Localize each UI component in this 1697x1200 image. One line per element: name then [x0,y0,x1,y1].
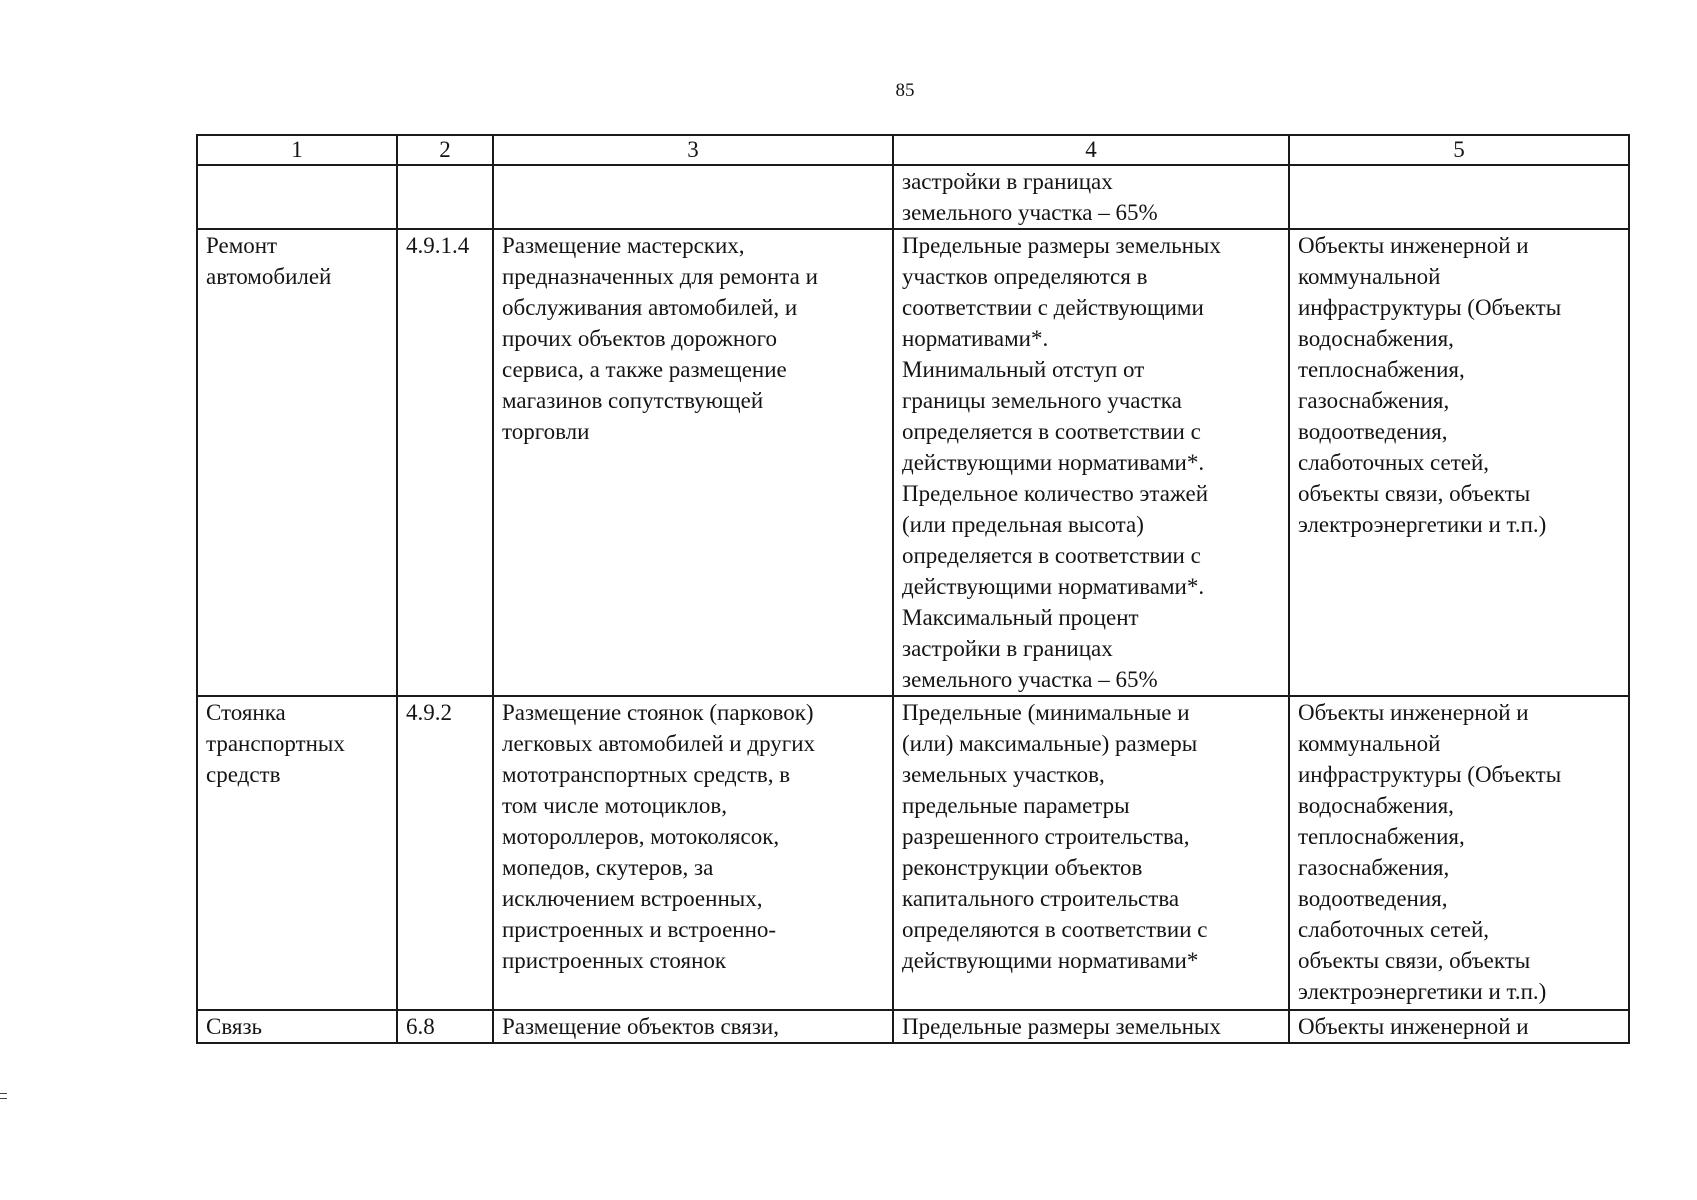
cell-auxiliary [1289,165,1629,229]
cell-name: Стоянка транспортных средств [197,696,397,1010]
column-header-5: 5 [1289,135,1629,165]
cell-description: Размещение стоянок (парковок) легковых автомобилей и других мототранспортных средств, в том числе мотоциклов, мотороллеров, мотоколясок, мопедов, скутеров, за исключением встроенных, пристроенных и встроенно- пристроенных стоянок [493,696,893,1010]
cell-auxiliary: Объекты инженерной и [1289,1010,1629,1043]
cell-code: 4.9.1.4 [397,229,493,696]
table-row-continuation [197,165,1629,229]
cell-parameters: Предельные размеры земельных [893,1010,1289,1043]
cell-code [397,165,493,229]
cell-parameters: Предельные размеры земельных участков определяются в соответствии с действующими нормативами*. Минимальный отступ от границы земельного участка определяется в соответствии с действующими нормативами*. Предельное количество этажей (или предельная высота) определяется в соответствии с действующими нормативами*. Максимальный процент застройки в границах земельного участка – 65% [893,229,1289,696]
cell-description [493,165,893,229]
table-row-car-repair [197,229,1629,696]
column-header-2: 2 [397,135,493,165]
cell-name: Связь [197,1010,397,1043]
scan-margin-mark [0,1093,7,1099]
cell-name: Ремонт автомобилей [197,229,397,696]
table-row-communications [197,1010,1629,1043]
column-header-3: 3 [493,135,893,165]
land-use-table [196,134,1630,1044]
column-header-4: 4 [893,135,1289,165]
cell-name [197,165,397,229]
cell-auxiliary: Объекты инженерной и коммунальной инфраструктуры (Объекты водоснабжения, теплоснабжения, газоснабжения, водоотведения, слаботочных сетей, объекты связи, объекты электроэнергетики и т.п.) [1289,229,1629,696]
cell-description: Размещение мастерских, предназначенных для ремонта и обслуживания автомобилей, и прочих объектов дорожного сервиса, а также размещение магазинов сопутствующей торговли [493,229,893,696]
page-number: 85 [895,80,915,101]
cell-description: Размещение объектов связи, [493,1010,893,1043]
cell-code: 6.8 [397,1010,493,1043]
table-header-row [197,135,1629,165]
cell-auxiliary: Объекты инженерной и коммунальной инфраструктуры (Объекты водоснабжения, теплоснабжения, газоснабжения, водоотведения, слаботочных сетей, объекты связи, объекты электроэнергетики и т.п.) [1289,696,1629,1010]
table-row-vehicle-parking [197,696,1629,1010]
column-header-1: 1 [197,135,397,165]
cell-parameters: застройки в границах земельного участка – 65% [893,165,1289,229]
cell-code: 4.9.2 [397,696,493,1010]
cell-parameters: Предельные (минимальные и (или) максимальные) размеры земельных участков, предельные параметры разрешенного строительства, реконструкции объектов капитального строительства определяются в соответствии с действующими нормативами* [893,696,1289,1010]
